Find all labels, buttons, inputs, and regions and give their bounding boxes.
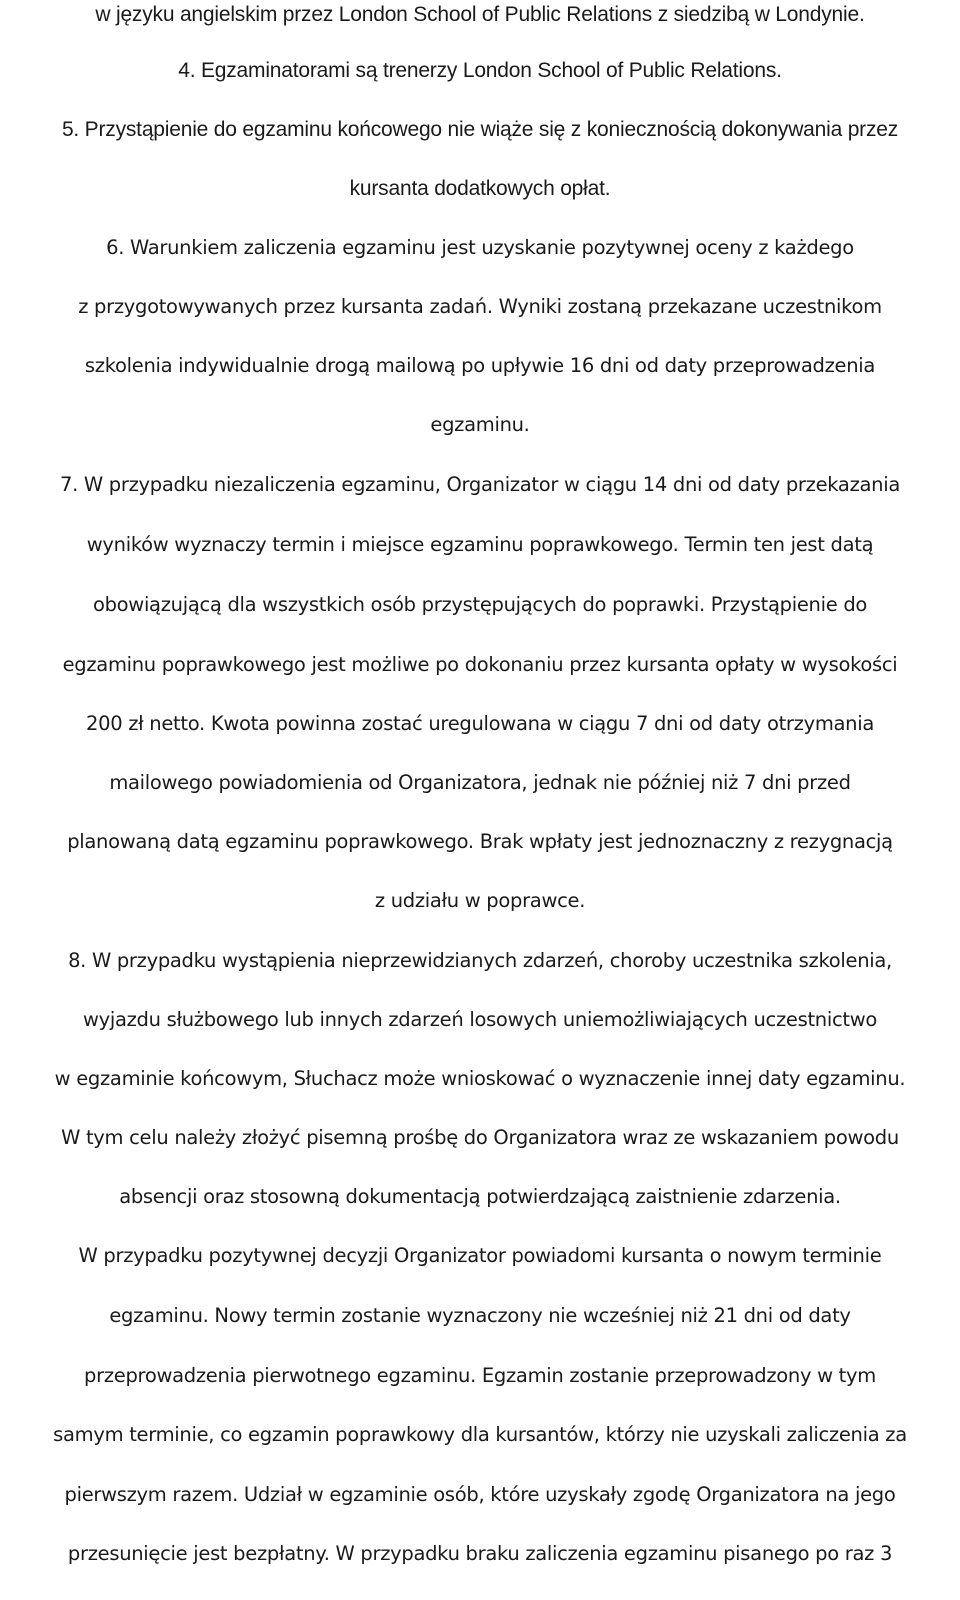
text-line: wyników wyznaczy termin i miejsce egzaminu poprawkowego. Termin ten jest datą	[86, 533, 874, 556]
text-line: W przypadku pozytywnej decyzji Organizator powiadomi kursanta o nowym terminie	[78, 1244, 882, 1267]
text-line: 8. W przypadku wystąpienia nieprzewidzianych zdarzeń, choroby uczestnika szkolenia,	[68, 949, 892, 972]
text-line: 4. Egzaminatorami są trenerzy London School of Public Relations.	[178, 59, 782, 82]
text-line: egzaminu poprawkowego jest możliwe po dokonaniu przez kursanta opłaty w wysokości	[62, 653, 898, 676]
text-line: absencji oraz stosowną dokumentacją potwierdzającą zaistnienie zdarzenia.	[119, 1185, 841, 1208]
text-line: w egzaminie końcowym, Słuchacz może wnioskować o wyznaczenie innej daty egzaminu.	[54, 1067, 906, 1090]
text-line: szkolenia indywidualnie drogą mailową po upływie 16 dni od daty przeprowadzenia	[84, 354, 876, 377]
text-line: egzaminu. Nowy termin zostanie wyznaczony nie wcześniej niż 21 dni od daty	[109, 1304, 851, 1327]
text-line: wyjazdu służbowego lub innych zdarzeń losowych uniemożliwiających uczestnictwo	[82, 1008, 878, 1031]
text-line: planowaną datą egzaminu poprawkowego. Brak wpłaty jest jednoznaczny z rezygnacją	[67, 830, 893, 853]
text-line: pierwszym razem. Udział w egzaminie osób, które uzyskały zgodę Organizatora na jego	[64, 1483, 896, 1506]
text-line: z udziału w poprawce.	[374, 889, 586, 912]
text-line: 6. Warunkiem zaliczenia egzaminu jest uzyskanie pozytywnej oceny z każdego	[106, 236, 854, 259]
text-line: 200 zł netto. Kwota powinna zostać uregulowana w ciągu 7 dni od daty otrzymania	[86, 712, 874, 735]
text-line: W tym celu należy złożyć pisemną prośbę do Organizatora wraz ze wskazaniem powodu	[61, 1126, 899, 1149]
text-line: kursanta dodatkowych opłat.	[349, 177, 611, 200]
text-line: mailowego powiadomienia od Organizatora, jednak nie później niż 7 dni przed	[109, 771, 851, 794]
text-line: 7. W przypadku niezaliczenia egzaminu, Organizator w ciągu 14 dni od daty przekazania	[60, 473, 900, 496]
text-line: egzaminu.	[430, 413, 530, 436]
text-line: przesunięcie jest bezpłatny. W przypadku braku zaliczenia egzaminu pisanego po raz 3	[67, 1542, 893, 1565]
text-line: z przygotowywanych przez kursanta zadań. Wyniki zostaną przekazane uczestnikom	[78, 295, 882, 318]
text-line: przeprowadzenia pierwotnego egzaminu. Egzamin zostanie przeprowadzony w tym	[84, 1364, 876, 1387]
text-line: 5. Przystąpienie do egzaminu końcowego nie wiąże się z koniecznością dokonywania przez	[61, 118, 899, 141]
text-line: samym terminie, co egzamin poprawkowy dla kursantów, którzy nie uzyskali zaliczenia za	[53, 1423, 907, 1446]
text-line: obowiązującą dla wszystkich osób przystępujących do poprawki. Przystąpienie do	[92, 593, 868, 616]
text-line: w języku angielskim przez London School of Public Relations z siedzibą w Londynie.	[95, 3, 865, 26]
